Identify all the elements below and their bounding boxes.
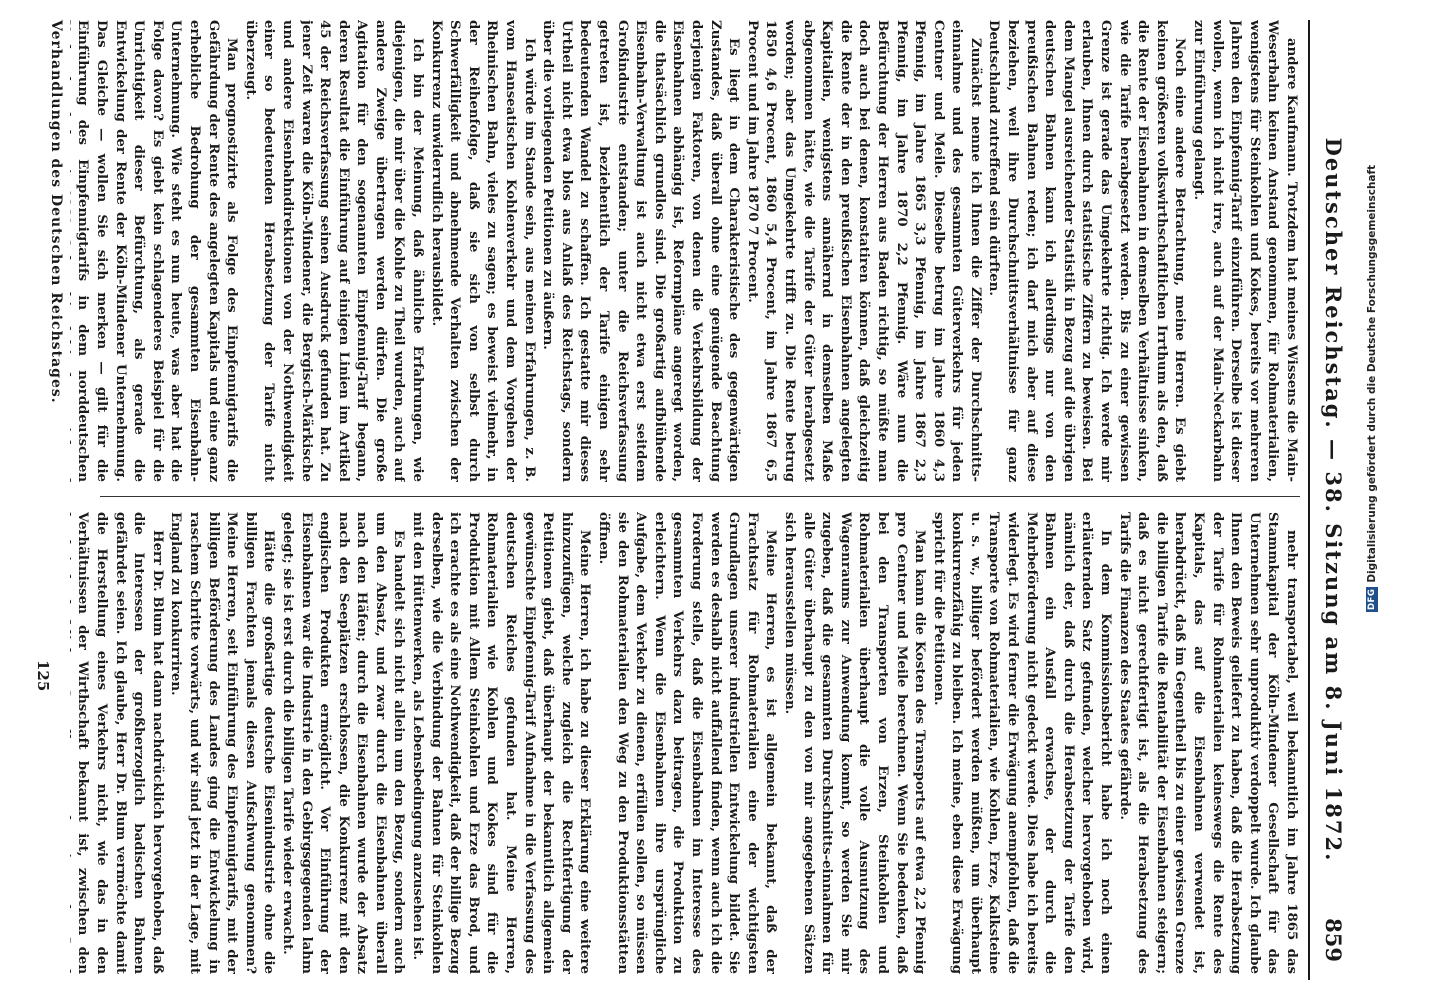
digitization-note: [1366, 165, 1378, 612]
text-column-left: [70, 20, 1300, 482]
digitization-text: Digitalisierung gefördert durch die Deutsche Forschungsgemeinschaft: [1366, 164, 1378, 583]
running-head: Deutscher Reichstag. — 38. Sitzung am 8. Juni 1872.: [1321, 137, 1346, 863]
text-column-right: [70, 512, 1300, 974]
paragraph: Hätte die großartige deutsche Eisenindustrie ohne die billigen Frachten jemals diesen Aufschwung genommen? Meine Herren, seit Einführung des Einpfennigtarifs, mit der billigen Beförderung des Landes ging die Entwickelung in raschem Schritte vorwärts, und wir sind jetzt in der Lage, mit England zu konkurriren.: [168, 512, 277, 974]
signature-mark: 125: [34, 660, 52, 692]
paragraph: Noch eine andere Betrachtung, meine Herren. Es giebt keinen größeren volkswirthschaftlichen Irrthum als den, daß die Rente der Eisenbahnen in demselben Verhältnisse sinken, wie die Tarife herabgesetzt werden. Bis zu einer gewissen Grenze ist gerade das Umgekehrte richtig. Ich werde mir erlauben, Ihnen durch statistische Ziffern zu beweisen. Bei dem Mangel ausreichender Statistik in Bezug auf die übrigen deutschen Bahnen kann ich allerdings nur von den preußischen Bahnen reden; ich darf mich aber auf diese beziehen, weil ihre Durchschnittsverhältnisse für ganz Deutschland zutreffend sein dürften.: [986, 20, 1188, 482]
document-page: [0, 20, 1432, 980]
page-header: [1320, 20, 1346, 980]
header-rule: [1308, 20, 1310, 980]
paragraph: Meine Herren, es ist allgemein bekannt, daß der Frachtsatz für Rohmaterialien eine der wichtigsten Grundlagen unserer industriellen Entwickelung bildet. Sie werden es deshalb nicht auffallend finden, wenn auch ich die Forderung stelle, daß die Eisenbahnen im Interesse des gesammten Verkehrs dazu beitragen, die Produktion zu erleichtern. Wenn die Eisenbahnen ihre ursprüngliche Aufgabe, dem Verkehr zu dienen, erfüllen sollen, so müssen sie den Rohmaterialien den Weg zu den Produktionsstätten öffnen.: [596, 512, 779, 974]
paragraph: Man prognostizirte als Folge des Einpfennigtarifs die Gefährdung der Rente des angelegten Kapitals und eine ganz erhebliche Bedrohung der gesammten Eisenbahn-Unternehmung. Wie steht es nun heute, was aber hat die Folge davon? Es giebt kein schlagenderes Beispiel für die Unrichtigkeit dieser Befürchtung, als gerade die Entwickelung der Rente der Köln-Mindener Unternehmung. Das Gleiche — wollen Sie sich merken — gilt für die Einführung des Einpfennigtarifs in dem norddeutschen: [75, 20, 240, 482]
paragraph: mehr transportabel, weil bekanntlich im Jahre 1865 das Stammkapital der Köln-Mindener Gesellschaft für das Unternehmen sehr unproduktiv verdoppelt wurde. Ich glaube Ihnen den Beweis geliefert zu haben, daß die Herabsetzung der Tarife für Rohmaterialien keineswegs die Rente des Kapitals, das auf die Eisenbahnen verwendet ist, herabdrückt, daß im Gegentheil bis zu einer gewissen Grenze die billigen Tarife die Rentabilität der Eisenbahnen steigern; daß es nicht gerechtfertigt ist, als die Herabsetzung des Tarifs die Finanzen des Staates gefährde.: [1116, 512, 1299, 974]
paragraph: Meine Herren, ich habe zu dieser Erklärung eine weitere hinzuzufügen, welche zugleich die Rechtfertigung der Petitionen giebt, daß überhaupt der bekanntlich allgemein gewünschte Einpfennig-Tarif Aufnahme in die Verfassung des deutschen Reiches gefunden hat. Meine Herren, Rohmaterialien wie Kohlen und Kokes sind für die Produktion mit Allem Steinkohlen und Erze das Brod, und ich erachte es als eine Nothwendigkeit, daß der billige Bezug derselben, wie die Verbindung der Bahnen für Steinkohlen mit den Hüttenwerken, als Lebensbedingung anzusehen ist.: [410, 512, 593, 974]
paragraph: In dem Kommissionsbericht habe ich noch einen erläuternden Satz gefunden, welcher hervorgehoben wird, nämlich der, daß durch die Herabsetzung der Tarife den Bahnen ein Ausfall erwachse, der durch die Mehrbeförderung nicht gedeckt werde. Dies habe ich bereits widerlegt. Es wird ferner die Erwägung anempfohlen, daß die Transporte von Rohmaterialien, wie Kohlen, Erze, Kalksteine u. s. w., billiger befördert werden müßten, um überhaupt konkurrenzfähig zu bleiben. Ich meine, eben diese Erwägung spricht für die Petitionen.: [930, 512, 1114, 974]
paragraph: andere Kaufmann. Trotzdem hat meines Wissens die Main-Weserbahn keinen Anstand genommen, für Rohmaterialien, wenigstens für Steinkohlen und Kokes, bereits vor mehreren Jahren den Einpfennig-Tarif einzuführen. Derselbe ist dieser wollen, wenn ich nicht irre, auch auf der Main-Neckarbahn zur Einführung gelangt.: [1191, 20, 1299, 482]
paragraph: Es handelt sich nicht allein um den Bezug, sondern auch um den Absatz, und zwar durch die Eisenbahnen überall nach den Häfen; durch die Eisenbahnen wurde der Absatz nach den Seeplätzen erschlossen, die Konkurrenz mit den englischen Produkten ermöglicht. Vor Einführung der Eisenbahnen war die Industrie in den Gebirgsgegenden lahm gelegt; sie ist erst durch die billigen Tarife wieder erwacht.: [279, 512, 407, 974]
column-divider: [100, 496, 1300, 497]
paragraph: Ich bin der Meinung, daß ähnliche Erfahrungen, wie diejenigen, die mir über die Kohle zu Theil wurden, auch auf andere Zweige übertragen werden dürfen. Die große Agitation für den sogenannten Einpfennig-Tarif begann, deren Resultat die Einführung auf einigen Linien im Artikel 45 der Reichsverfassung seinen Ausdruck gefunden hat. Zu jener Zeit waren die Köln-Mindener, die Bergisch-Märkische und andere Eisenbahndirektionen von der Nothwendigkeit einer so bedeutenden Herabsetzung der Tarife nicht überzeugt.: [242, 20, 426, 482]
dfg-logo-icon: DFG: [1367, 588, 1377, 610]
footer-note: Verhandlungen des Deutschen Reichstages.: [48, 20, 64, 404]
paragraph: Herr Dr. Blum hat dann nachdrücklich hervorgehoben, daß die Interessen der großherzoglich badischen Bahnen gefährdet seien. Ich glaube, Herr Dr. Blum vermöchte damit die Herstellung eines Verkehrs nicht, wie das in den Verhältnissen der Wirthschaft bekannt ist, zwischen den: [75, 512, 165, 974]
paragraph: Man kann die Kosten des Transports auf etwa 2,2 Pfennig pro Centner und Meile berechnen. Wenn Sie bedenken, daß bei den Transporten von Erzen, Steinkohlen und Rohmaterialien überhaupt die volle Ausnutzung des Wagenraums zur Anwendung kommt, so werden Sie mir zugeben, daß die gesammten Durchschnitts-einnahmen für alle Güter überhaupt zu den von mir angegebenen Sätzen sich herausstellen müssen.: [781, 512, 928, 974]
paragraph: Ich würde im Stande sein, aus meinen Erfahrungen, z. B. vom Hanseatischen Kohlenverkehr und dem Vorgehen der Rheinischen Bahn, vieles zu sagen; es beweist vielmehr, in der Reihenfolge, daß sie sich von selbst durch Schwerfälligkeit und abnehmende Verhalten zwischen der Konkurrenz unwiderruflich herausbildet.: [428, 20, 537, 482]
paragraph: Es liegt in dem Charakteristische des gegenwärtigen Zustandes, daß überall ohne eine genügende Beachtung derjenigen Faktoren, von denen die Verkehrsbildung der Eisenbahnen abhängig ist, Reformpläne angeregt worden, die thatsächlich grundlos sind. Die großartig aufblühende Eisenbahn-Verwaltung ist auch nicht etwa erst seitdem Großindustrie entstanden; unter die Reichsverfassung getreten ist, beziehentlich der Tarife einigen sehr bedeutenden Wandel zu schaffen. Ich gestatte mir dieses Urtheil nicht etwa blos aus Anlaß des Reichstags, sondern über die vorliegenden Petitionen zu äußern.: [540, 20, 742, 482]
paragraph: Zunächst nenne ich Ihnen die Ziffer der Durchschnitts-einnahme und des gesammten Güterverkehrs für jeden Centner und Meile. Dieselbe betrug im Jahre 1860 4,3 Pfennig, im Jahre 1865 3,3 Pfennig, im Jahre 1867 2,3 Pfennig, im Jahre 1870 2,2 Pfennig. Wäre nun die Befürchtung der Herren aus Baden richtig, so müßte man doch auch bei denen, konstatiren können, daß gleichzeitig die Rente der in den preußischen Eisenbahnen angelegten Kapitalien, wenigstens annähernd in demselben Maße abgenommen hätte, wie die Tarife der Güter herabgesetzt worden; aber das Umgekehrte trifft zu. Die Rente betrug 1850 4,6 Procent, 1860 5,4 Procent, im Jahre 1867 6,5 Procent und im Jahre 1870 7 Procent.: [744, 20, 983, 482]
page-number: 859: [1321, 918, 1346, 962]
